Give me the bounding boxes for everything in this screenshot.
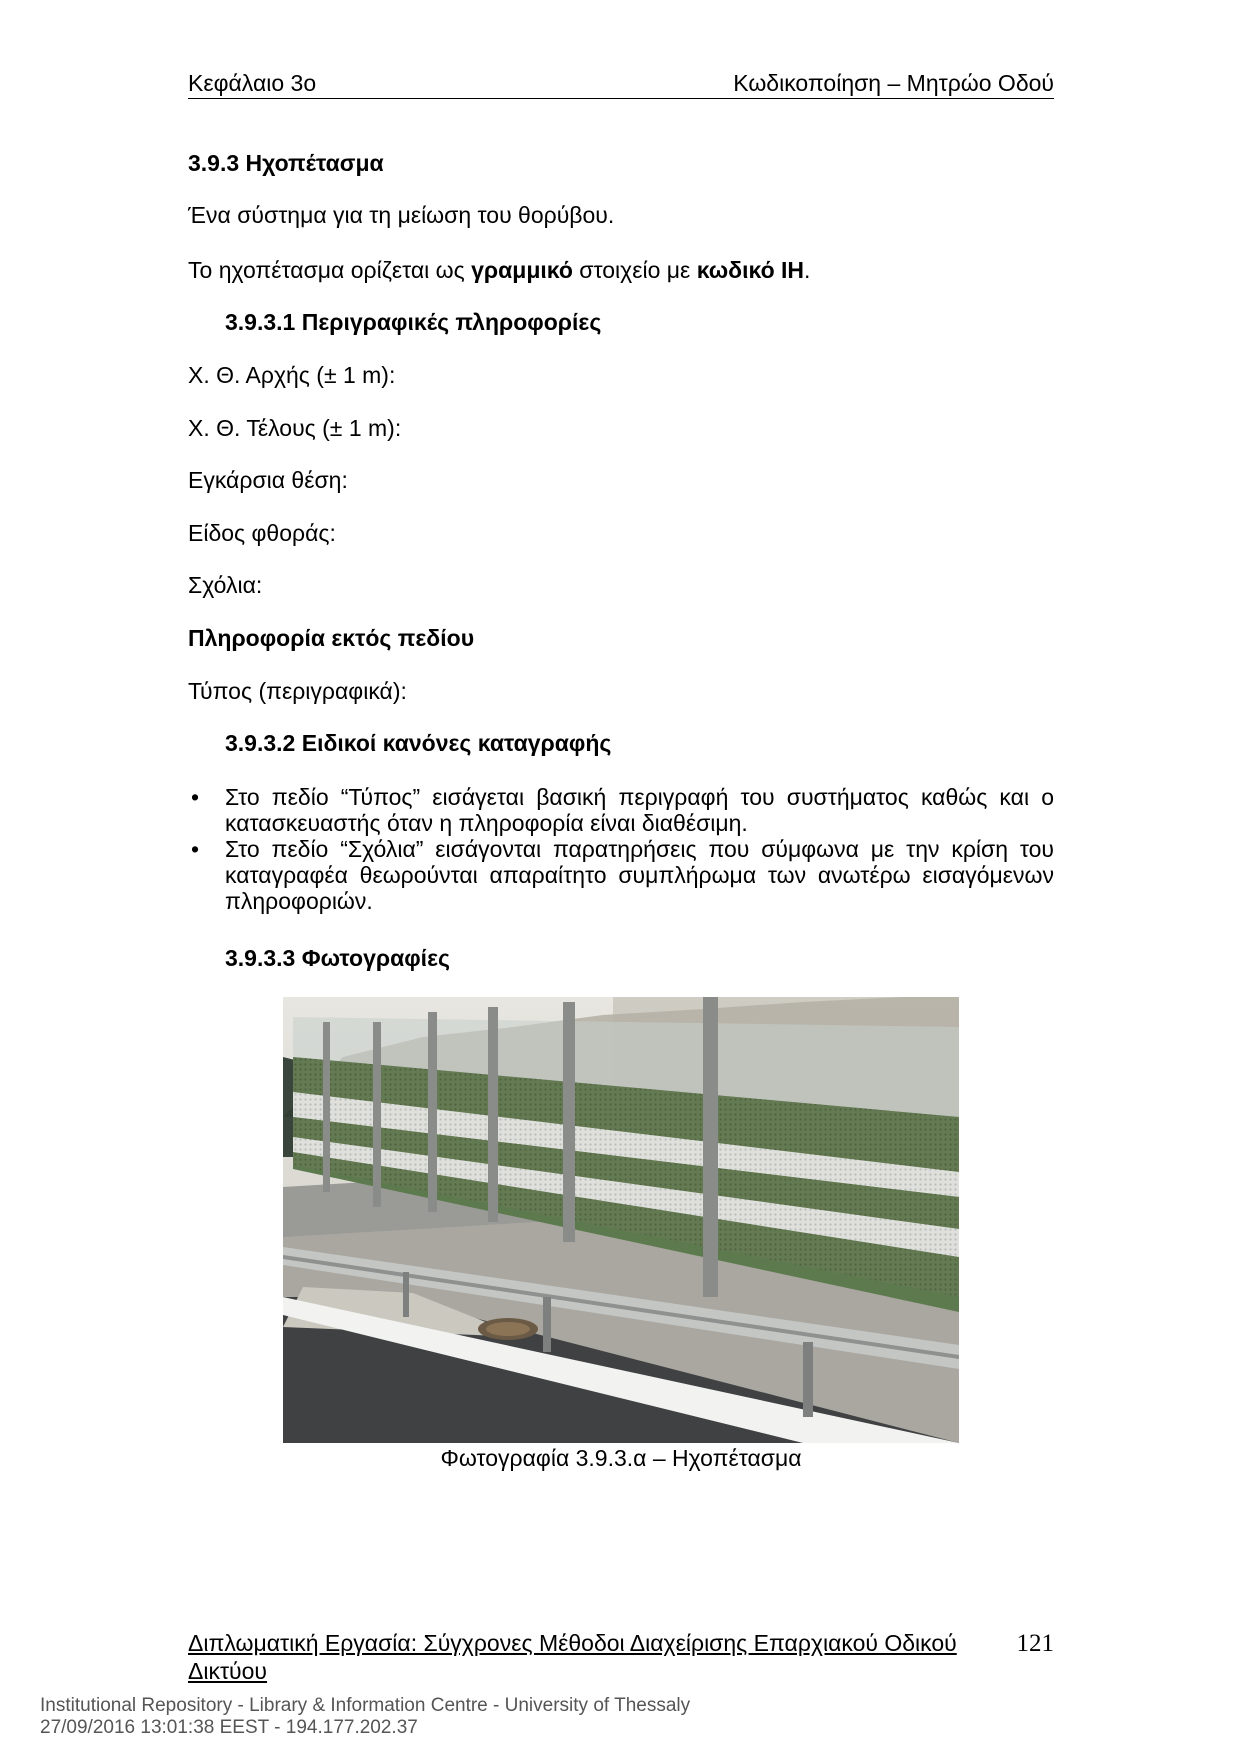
noise-barrier-photo	[283, 997, 959, 1443]
subsection1-heading: 3.9.3.1 Περιγραφικές πληροφορίες	[225, 309, 602, 335]
section-intro: Ένα σύστημα για τη μείωση του θορύβου.	[188, 202, 615, 228]
field-end-position: Χ. Θ. Τέλους (± 1 m):	[188, 415, 402, 441]
field-start-position: Χ. Θ. Αρχής (± 1 m):	[188, 362, 396, 388]
header-divider	[188, 98, 1054, 99]
section-heading: 3.9.3 Ηχοπέτασμα	[188, 150, 384, 176]
offfield-heading: Πληροφορία εκτός πεδίου	[188, 625, 475, 651]
list-item: • Στο πεδίο “Σχόλια” εισάγονται παρατηρήσεις που σύμφωνα με την κρίση του καταγραφέα θεωρούνται απαραίτητο συμπλήρωμα των ανωτέρω εισαγόμενων πληροφοριών.	[191, 836, 1054, 914]
repository-line: Institutional Repository - Library & Information Centre - University of Thessaly	[40, 1695, 691, 1716]
header-title: Κωδικοποίηση – Μητρώο Οδού	[733, 70, 1054, 96]
section-definition: Το ηχοπέτασμα ορίζεται ως γραμμικό στοιχείο με κωδικό ΙΗ.	[188, 257, 811, 283]
bullet-icon: •	[191, 784, 200, 810]
repository-timestamp: 27/09/2016 13:01:38 EEST - 194.177.202.37	[40, 1717, 418, 1738]
field-transverse-position: Εγκάρσια θέση:	[188, 467, 348, 493]
field-type: Τύπος (περιγραφικά):	[188, 678, 407, 704]
footer-thesis-title: Διπλωματική Εργασία: Σύγχρονες Μέθοδοι Διαχείρισης Επαρχιακού Οδικού Δικτύου	[188, 1630, 957, 1684]
rules-list	[188, 784, 1054, 914]
subsection2-heading: 3.9.3.2 Ειδικοί κανόνες καταγραφής	[225, 730, 612, 756]
list-item: • Στο πεδίο “Τύπος” εισάγεται βασική περιγραφή του συστήματος καθώς και ο κατασκευαστής όταν η πληροφορία είναι διαθέσιμη.	[191, 784, 1054, 836]
header-chapter: Κεφάλαιο 3ο	[188, 70, 317, 96]
subsection3-heading: 3.9.3.3 Φωτογραφίες	[225, 945, 450, 971]
field-comments: Σχόλια:	[188, 572, 263, 598]
bullet-icon: •	[191, 836, 200, 862]
page-number: 121	[1016, 1630, 1054, 1657]
field-damage-type: Είδος φθοράς:	[188, 520, 336, 546]
photo-caption: Φωτογραφία 3.9.3.α – Ηχοπέτασμα	[440, 1445, 802, 1471]
